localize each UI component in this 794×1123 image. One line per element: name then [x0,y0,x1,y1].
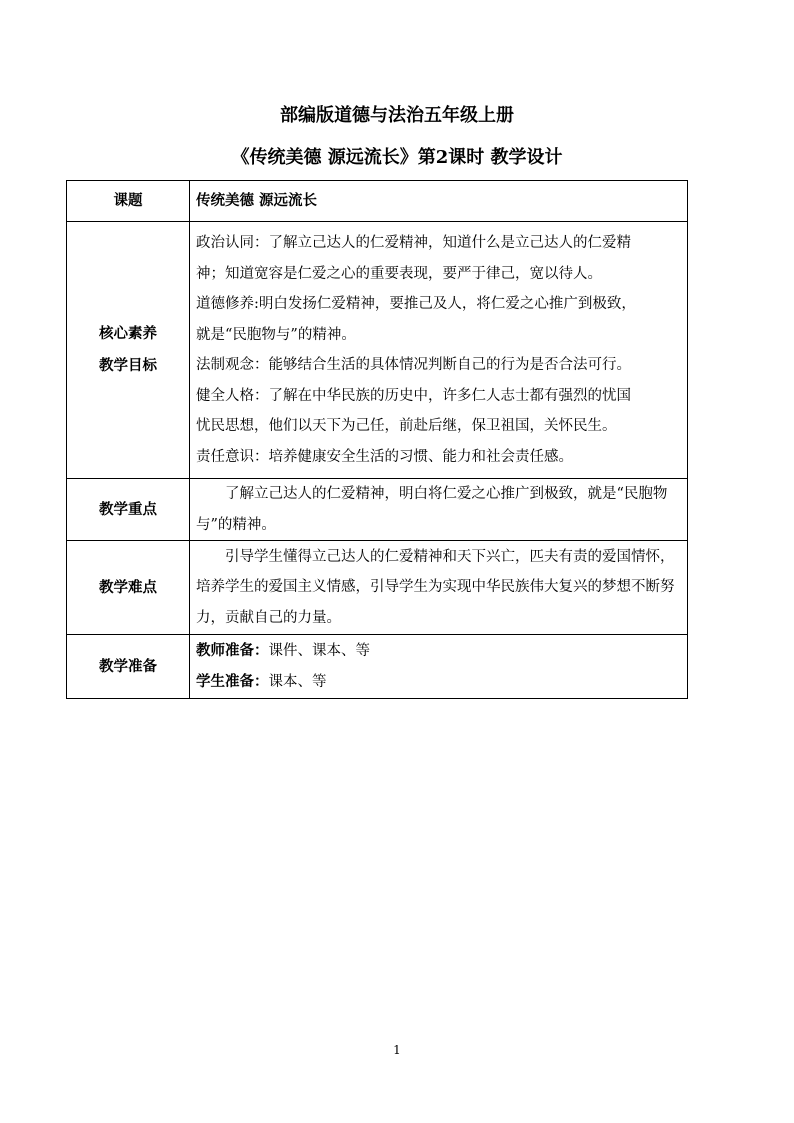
goals-row [67,222,688,479]
goal-line: 法制观念：能够结合生活的具体情况判断自己的行为是否合法可行。 [196,357,631,373]
lesson-plan-table [66,180,688,699]
document-subtitle: 《传统美德 源远流长》第2课时 教学设计 [231,147,563,168]
goal-line: 健全人格：了解在中华民族的历史中，许多仁人志士都有强烈的忧国 [196,387,631,404]
student-preparation-value: 课本、等 [268,673,327,690]
key-points-label: 教学重点 [67,479,190,541]
goal-line: 责任意识：培养健康安全生活的习惯、能力和社会责任感。 [196,448,573,465]
page-number: 1 [393,1043,401,1057]
goals-label-line2: 教学目标 [99,357,157,374]
key-points-content [190,479,688,541]
student-preparation [196,667,681,698]
preparation-content [190,635,688,699]
student-preparation-tag: 学生准备： [196,672,269,690]
goals-label-line1: 核心素养 [99,325,157,342]
difficulties-text: 引导学生懂得立己达人的仁爱精神和天下兴亡，匹夫有责的爱国情怀，培养学生的爱国主义情感，引导学生为实现中华民族伟大复兴的梦想不断努力，贡献自己的力量。 [196,548,675,626]
goals-label [67,222,190,479]
key-points-row [67,479,688,541]
goal-line: 就是“民胞物与”的精神。 [196,326,356,343]
goal-line: 忧民思想，他们以天下为己任，前赴后继，保卫祖国，关怀民生。 [196,418,617,434]
teacher-preparation-tag: 教师准备： [196,642,269,659]
goals-content [190,222,688,479]
topic-text: 传统美德 源远流长 [196,191,318,209]
document-title: 部编版道德与法治五年级上册 [280,105,514,126]
teacher-preparation-value: 课件、课本、等 [268,643,370,659]
goal-line: 道德修养:明白发扬仁爱精神，要推己及人，将仁爱之心推广到极致， [196,296,636,312]
difficulties-row [67,541,688,635]
difficulties-content [190,541,688,635]
difficulties-label: 教学难点 [67,541,190,635]
preparation-row [67,635,688,699]
goal-line: 神；知道宽容是仁爱之心的重要表现，要严于律己，宽以待人。 [196,265,602,282]
goal-line: 政治认同：了解立己达人的仁爱精神，知道什么是立己达人的仁爱精 [196,235,631,251]
teacher-preparation [196,636,681,667]
preparation-label: 教学准备 [67,635,190,699]
topic-row [67,181,688,222]
topic-label: 课题 [67,181,190,222]
topic-value [190,181,688,222]
key-points-text: 了解立己达人的仁爱精神，明白将仁爱之心推广到极致，就是“民胞物与”的精神。 [196,486,668,533]
